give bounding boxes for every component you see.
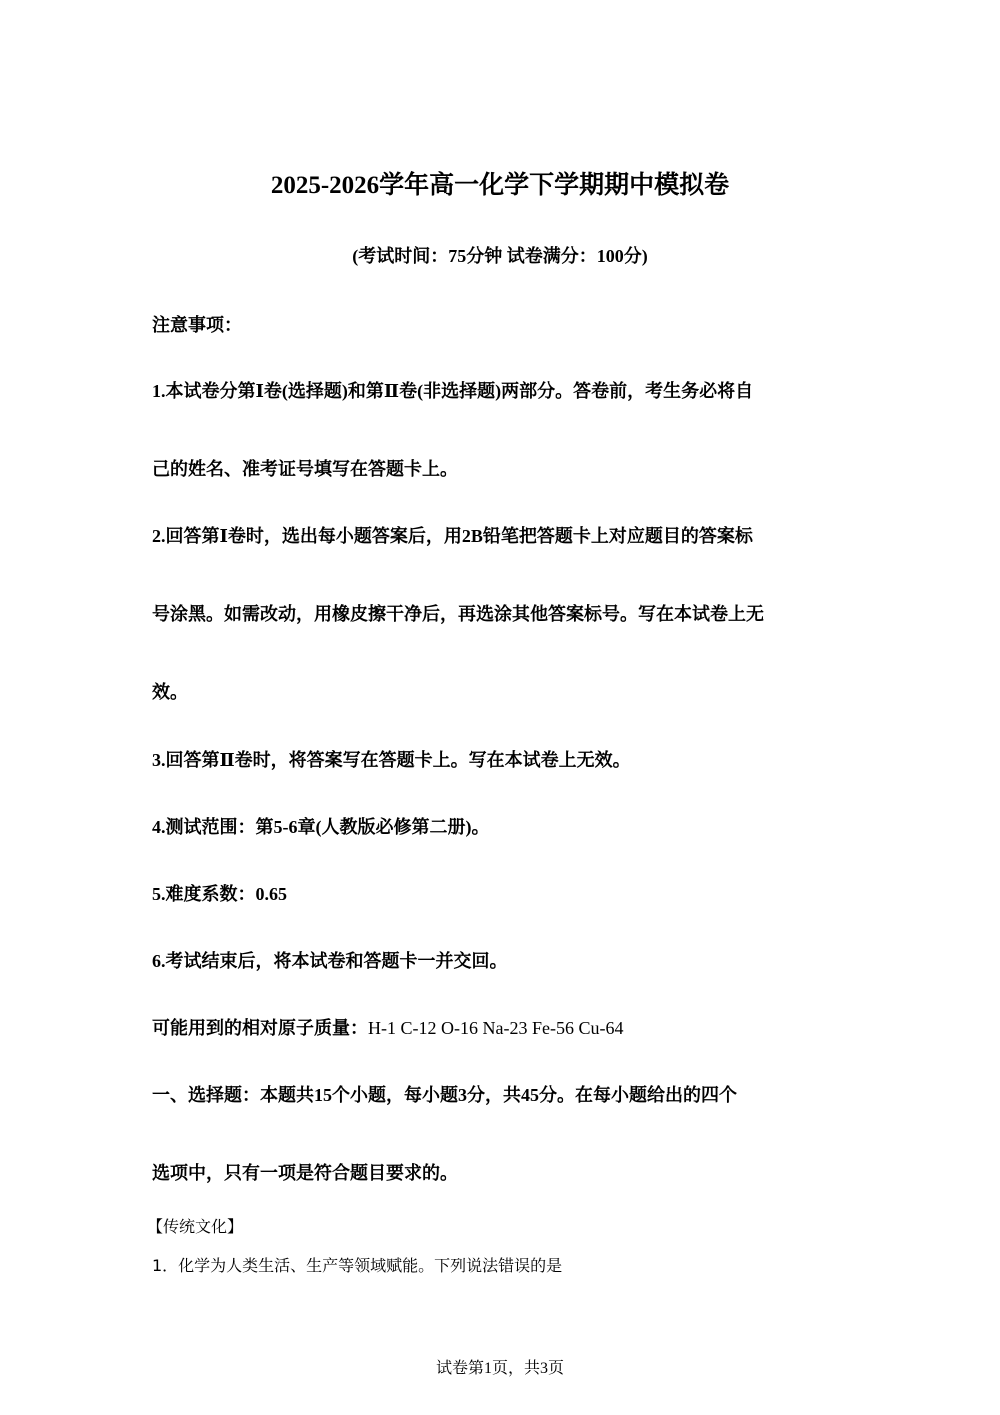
exam-title: 2025-2026学年高一化学下学期期中模拟卷 bbox=[270, 172, 730, 199]
section-1-heading-line-1: 一、选择题：本题共15个小题，每小题3分，共45分。在每小题给出的四个 bbox=[152, 1085, 737, 1105]
atomic-mass-line bbox=[152, 1014, 623, 1042]
notice-item-2-line-2: 号涂黑。如需改动，用橡皮擦干净后，再选涂其他答案标号。写在本试卷上无 bbox=[152, 604, 764, 624]
notice-item-6: 6.考试结束后，将本试卷和答题卡一并交回。 bbox=[152, 951, 508, 971]
notice-item-2-line-1: 2.回答第Ⅰ卷时，选出每小题答案后，用2B铅笔把答题卡上对应题目的答案标 bbox=[152, 526, 753, 546]
notice-item-3: 3.回答第Ⅱ卷时，将答案写在答题卡上。写在本试卷上无效。 bbox=[152, 750, 631, 770]
notice-item-5: 5.难度系数：0.65 bbox=[152, 884, 287, 904]
section-1-heading-line-2: 选项中，只有一项是符合题目要求的。 bbox=[152, 1163, 458, 1183]
atomic-mass-label: 可能用到的相对原子质量： bbox=[152, 1018, 368, 1038]
notice-item-1-line-2: 己的姓名、准考证号填写在答题卡上。 bbox=[152, 459, 458, 479]
page-footer: 试卷第1页，共3页 bbox=[435, 1360, 564, 1377]
topic-tag: 【传统文化】 bbox=[147, 1217, 244, 1236]
exam-time-and-score: (考试时间：75分钟 试卷满分：100分) bbox=[352, 246, 648, 266]
question-1-stem: 1．化学为人类生活、生产等领域赋能。下列说法错误的是 bbox=[152, 1256, 563, 1275]
notice-item-1-line-1: 1.本试卷分第Ⅰ卷(选择题)和第Ⅱ卷(非选择题)两部分。答卷前，考生务必将自 bbox=[152, 381, 754, 401]
atomic-mass-values: H-1 C-12 O-16 Na-23 Fe-56 Cu-64 bbox=[368, 1018, 624, 1038]
notice-item-2-line-3: 效。 bbox=[152, 682, 188, 702]
notice-heading: 注意事项： bbox=[152, 315, 242, 335]
notice-item-4: 4.测试范围：第5-6章(人教版必修第二册)。 bbox=[152, 817, 490, 837]
